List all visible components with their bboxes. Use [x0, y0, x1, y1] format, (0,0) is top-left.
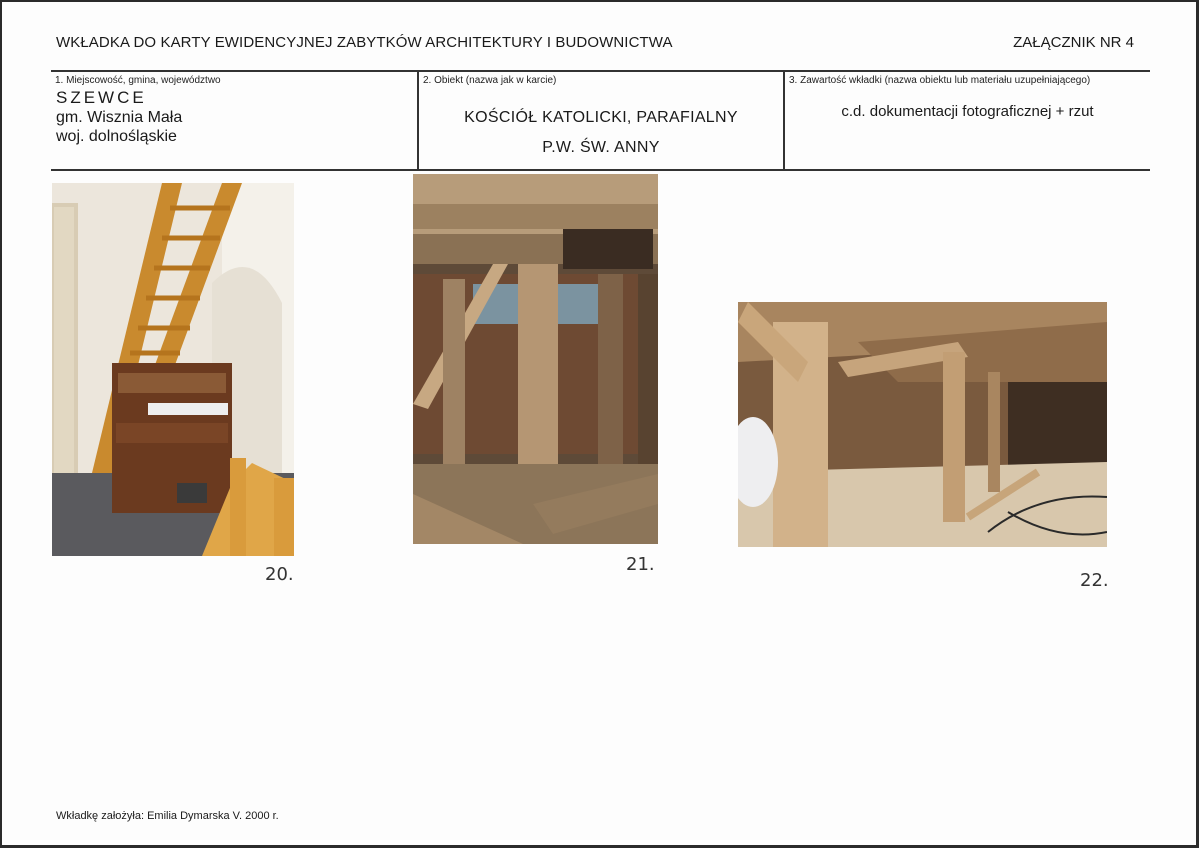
object-label: 2. Obiekt (nazwa jak w karcie) — [423, 75, 557, 86]
location-voivodeship: woj. dolnośląskie — [56, 128, 177, 145]
photo-20-number: 20. — [265, 564, 294, 585]
attachment-number: ZAŁĄCZNIK NR 4 — [1013, 34, 1134, 51]
document-sheet — [2, 2, 1196, 845]
location-label: 1. Miejscowość, gmina, województwo — [55, 75, 221, 86]
object-dedication: P.W. ŚW. ANNY — [542, 139, 660, 156]
info-table — [51, 70, 1150, 171]
contents-value: c.d. dokumentacji fotograficznej + rzut — [841, 103, 1094, 120]
photo-22-roof-truss — [738, 302, 1107, 547]
photo-21-attic-beams — [413, 174, 658, 544]
location-commune: gm. Wisznia Mała — [56, 109, 183, 126]
location-cell — [51, 72, 419, 169]
author-note: Wkładkę założyła: Emilia Dymarska V. 2000 r. — [56, 810, 279, 822]
photo-22-number: 22. — [1080, 570, 1109, 591]
photo-20-staircase-harmonium — [52, 183, 294, 556]
location-village: SZEWCE — [56, 88, 147, 107]
photo-21-number: 21. — [626, 554, 655, 575]
object-name: KOŚCIÓŁ KATOLICKI, PARAFIALNY — [464, 109, 738, 126]
document-title: WKŁADKA DO KARTY EWIDENCYJNEJ ZABYTKÓW ARCHITEKTURY I BUDOWNICTWA — [56, 34, 673, 51]
contents-cell — [785, 72, 1150, 169]
object-cell — [419, 72, 785, 169]
contents-label: 3. Zawartość wkładki (nazwa obiektu lub materiału uzupełniającego) — [789, 75, 1091, 86]
